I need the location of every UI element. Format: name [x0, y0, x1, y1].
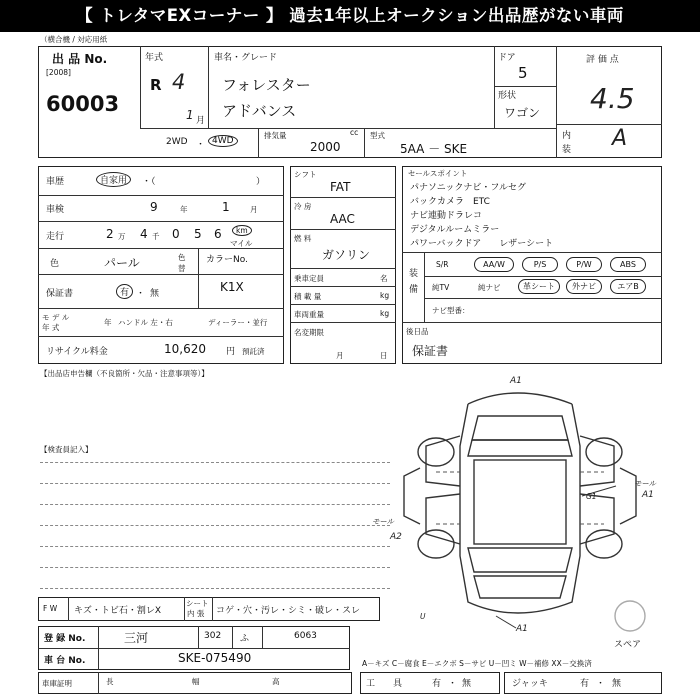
year-value: 4 — [172, 70, 186, 94]
registration-area: 三河 — [124, 631, 149, 645]
tools-has: 有 — [432, 679, 442, 689]
inspection-year: 9 — [150, 200, 158, 214]
wheel-rr — [586, 530, 622, 558]
rear-window-outline — [468, 548, 572, 572]
spare-tire-outline — [615, 601, 645, 631]
equipment-label-top: 装 — [409, 269, 419, 279]
name-change-label: 名変期限 — [294, 328, 324, 337]
equip-leather: 革シート — [518, 279, 560, 294]
roof-outline — [474, 460, 566, 544]
after-label: 後日品 — [406, 327, 429, 336]
equip-pw: P/W — [566, 257, 602, 272]
capacity-unit: 名 — [380, 274, 388, 283]
shift-value: FAT — [330, 180, 351, 194]
color-code-label: カラーNo. — [206, 255, 248, 265]
wheel-fr — [586, 438, 622, 466]
mileage-km: km — [232, 225, 252, 236]
right-front-door — [580, 436, 614, 486]
interior-label-top: 内 — [562, 131, 572, 141]
history-label: 車歴 — [46, 177, 65, 187]
model-year-l2: 年 式 — [42, 323, 60, 332]
model-label: 型式 — [370, 131, 385, 140]
mileage-sen: 4 — [140, 227, 148, 241]
recycle-unit: 円 — [226, 347, 236, 357]
mileage-d2: 5 — [194, 227, 202, 241]
fw-label: F W — [43, 604, 58, 613]
chassis-value: SKE-075490 — [178, 651, 252, 665]
left-rear-door — [426, 494, 460, 544]
car-diagram — [396, 376, 696, 638]
windshield-outline — [468, 440, 572, 456]
model-value: 5AA － SKE — [400, 142, 468, 156]
trunk-outline — [474, 576, 566, 598]
fw-seat-top: シート — [186, 599, 209, 608]
warranty-sep: ・ — [136, 289, 146, 299]
equipment-label-bot: 備 — [409, 285, 419, 295]
model-year-dealer: ディーラー・並行 — [208, 318, 268, 327]
seller-note: 【出品店申告欄（不良箇所・欠品・注意事項等）】 — [40, 369, 209, 378]
drive-2wd: 2WD — [166, 137, 188, 147]
lot-number: 60003 — [46, 92, 120, 116]
lot-label: 出 品 No. — [52, 52, 108, 66]
cert-height: 高 — [272, 677, 280, 686]
diagram-mark-left: A2 — [390, 532, 402, 542]
color-value: パール — [104, 256, 140, 270]
fw-items2: コゲ・穴・汚レ・シミ・破レ・スレ — [216, 606, 361, 616]
cert-label: 車庫証明 — [42, 679, 72, 688]
interior-label-bot: 装 — [562, 145, 572, 155]
fw-seat-bot: 内 張 — [187, 609, 205, 618]
displacement-value: 2000 — [310, 140, 341, 154]
warranty-has: 有 — [116, 284, 133, 299]
car-name: フォレスター — [222, 76, 311, 94]
equip-navi: 純ナビ — [478, 283, 501, 292]
shape-value: ワゴン — [504, 106, 541, 120]
after-value: 保証書 — [412, 344, 449, 358]
left-side-panel — [404, 468, 420, 524]
car-grade: アドバンス — [222, 102, 297, 120]
name-label: 車名・グレード — [214, 53, 278, 63]
history-close: ） — [256, 177, 266, 187]
warranty-none: 無 — [150, 289, 160, 299]
sales-line: パワーバックドア レザーシート — [410, 239, 554, 249]
drive-sep: ・ — [196, 140, 206, 150]
diagram-mark-right-label: モール — [634, 479, 657, 488]
year-era: R — [150, 76, 162, 94]
diagram-mark-u: U — [420, 612, 426, 621]
registration-class: 302 — [204, 631, 222, 641]
door-label: ドア — [498, 53, 516, 63]
fuel-label: 燃 料 — [294, 234, 312, 243]
jack-has: 有 — [580, 679, 590, 689]
ac-label: 冷 房 — [294, 202, 312, 211]
score-value: 4.5 — [590, 82, 635, 115]
front-bumper-outline — [468, 393, 572, 404]
model-year-handle: ハンドル 左・右 — [118, 318, 173, 327]
registration-kana: ふ — [240, 634, 250, 644]
sales-line: デジタルルームミラー — [410, 225, 500, 235]
color-code: K1X — [220, 280, 244, 294]
equip-sr: S/R — [436, 260, 449, 269]
year-month: 1 — [186, 108, 194, 122]
model-year-l1: モ デ ル — [42, 313, 70, 322]
warranty-label: 保証書 — [46, 289, 74, 299]
header-note: （横合機 / 対応用紙 — [40, 35, 108, 44]
diagram-mark-left-label: モール — [372, 517, 395, 526]
shift-label: シフト — [294, 170, 317, 179]
cert-length: 長 — [106, 677, 114, 686]
year-month-unit: 月 — [196, 116, 206, 126]
inspection-label: 車検 — [46, 205, 65, 215]
jack-sep: ・ — [596, 679, 606, 689]
lot-year-tag: [2008] — [46, 68, 71, 77]
shape-label: 形状 — [498, 91, 517, 101]
load-unit: kg — [380, 291, 390, 300]
name-change-day: 日 — [380, 351, 388, 360]
weight-label: 車両重量 — [294, 310, 324, 319]
diagram-mark-right: A1 — [642, 490, 654, 500]
capacity-label: 乗車定員 — [294, 274, 324, 283]
drive-4wd: 4WD — [208, 135, 238, 147]
load-label: 積 載 量 — [294, 292, 322, 301]
bottom-mark-leader — [496, 616, 516, 628]
mileage-d1: 0 — [172, 227, 180, 241]
right-side-panel — [620, 468, 636, 524]
inspection-month-unit: 月 — [250, 205, 258, 214]
tools-label: 工 具 — [366, 679, 403, 689]
door-value: 5 — [518, 64, 528, 82]
inspection-year-unit: 年 — [180, 205, 188, 214]
mileage-sen-unit: 千 — [152, 232, 160, 241]
displacement-label: 排気量 — [264, 131, 287, 140]
mileage-d3: 6 — [214, 227, 222, 241]
color-label: 色 — [50, 259, 60, 269]
diagram-mark-g1: G1 — [586, 492, 597, 501]
sales-line: ナビ連動ドラレコ — [410, 211, 483, 221]
year-label: 年式 — [145, 53, 164, 63]
color-swap-top: 色 — [178, 253, 186, 262]
fw-items: キズ・トビ石・割レX — [74, 606, 161, 616]
registration-label: 登 録 No. — [44, 634, 86, 644]
mileage-mile: マイル — [230, 239, 253, 248]
body-outline — [460, 404, 580, 613]
registration-number: 6063 — [294, 631, 317, 641]
equip-abs: ABS — [610, 257, 646, 272]
tools-sep: ・ — [448, 679, 458, 689]
equip-extnavi: 外ナビ — [566, 279, 602, 294]
name-change-month: 月 — [336, 351, 344, 360]
tools-none: 無 — [462, 679, 472, 689]
cert-width: 幅 — [192, 677, 200, 686]
fuel-value: ガソリン — [322, 248, 371, 262]
damage-legend: A－キズ C－腐食 E－エクボ S－サビ U－凹ミ W－補修 XX－交換済 — [362, 659, 592, 668]
sales-line: パナソニックナビ・フルセグ — [410, 183, 527, 193]
inspector-note: 【検査員記入】 — [40, 445, 93, 454]
history-value: 自家用 — [96, 172, 131, 187]
recycle-value: 10,620 — [164, 342, 206, 356]
model-year-unit: 年 — [104, 318, 112, 327]
hood-outline — [472, 416, 568, 440]
recycle-label: リサイクル料金 — [46, 347, 108, 357]
equip-ps: P/S — [522, 257, 558, 272]
diagram-mark-top: A1 — [510, 376, 522, 386]
chassis-label: 車 台 No. — [44, 656, 86, 666]
banner-title: 【 トレタマEXコーナー 】 過去1年以上オークション出品歴がない車両 — [0, 0, 700, 32]
mileage-man-unit: 万 — [118, 232, 126, 241]
recycle-note: 預託済 — [242, 347, 265, 356]
jack-label: ジャッキ — [512, 679, 548, 689]
score-label: 評 価 点 — [586, 55, 619, 65]
right-rear-door — [580, 494, 614, 544]
wheel-rl — [418, 530, 454, 558]
inspection-month: 1 — [222, 200, 230, 214]
wheel-fl — [418, 438, 454, 466]
interior-value: A — [612, 126, 628, 151]
equip-navi-model: ナビ型番： — [432, 306, 470, 315]
mileage-label: 走行 — [46, 232, 65, 242]
mileage-man: 2 — [106, 227, 114, 241]
equip-aaw: AA/W — [474, 257, 514, 272]
jack-none: 無 — [612, 679, 622, 689]
ac-value: AAC — [330, 212, 355, 226]
diagram-mark-bottom: A1 — [516, 624, 528, 634]
displacement-unit: cc — [350, 128, 359, 137]
weight-unit: kg — [380, 309, 390, 318]
spare-label: スペア — [614, 640, 642, 650]
sales-label: セールスポイント — [408, 169, 468, 178]
history-rest: ・（ — [142, 177, 156, 187]
left-front-door — [426, 436, 460, 486]
color-swap-bot: 替 — [178, 264, 186, 273]
equip-tv: 純TV — [432, 283, 450, 292]
sales-line: バックカメラ ETC — [410, 197, 490, 207]
equip-airbag: エアB — [610, 279, 646, 294]
